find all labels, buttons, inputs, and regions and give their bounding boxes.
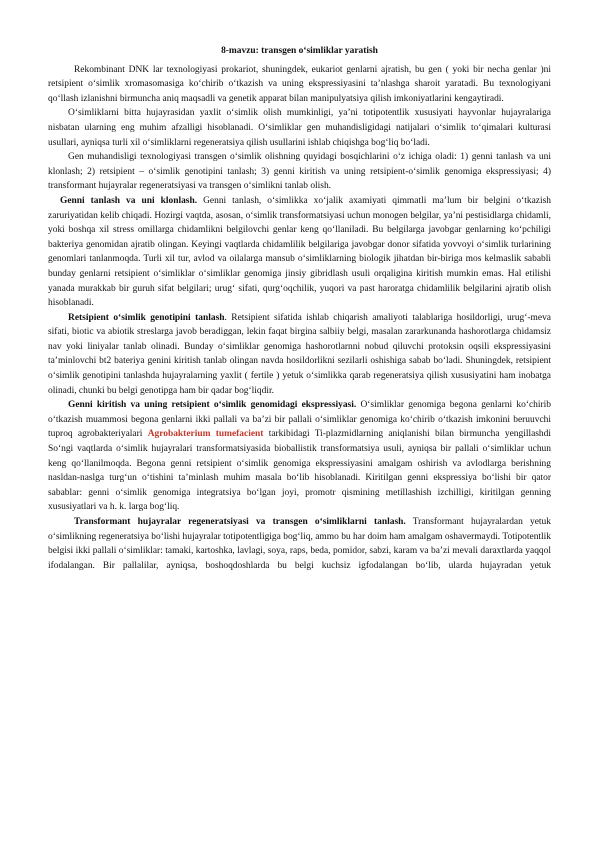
section-heading-gene-insertion: Genni kiritish va uning retsipient o‘simlik genomidagi ekspressiyasi. [68,400,357,411]
paragraph-gene-insertion [48,398,551,515]
paragraph-gene-selection [48,194,551,311]
paragraph-regeneration [48,515,551,573]
paragraph-gene-insertion-text-a: O‘simliklar genomiga begona genlarni ko‘chirib o‘tkazish muammosi begona genlarni ikki pallali va ba’zi bir pallali o‘simliklar genomiga ko‘chirib o‘tkazish imkonini beruuvchi tuproq agrobakteriyalari [48,400,551,440]
paragraph-stages: Gen muhandisligi texnologiyasi transgen o‘simlik olishning quyidagi bosqichlarini o‘z ichiga oladi: 1) genni tanlash va uni klonlash; 2) retsipient – o‘simlik genotipini tanlash; 3) genni kiritish va uning retsipient-o‘simlik genomiga ekspressiyasi; 4) transformant hujayralar regeneratsiyasi va transgen o‘simlikni tanlab olish. [48,152,551,192]
paragraph-recipient-genotype [48,311,551,399]
page-title: 8-mavzu: transgen o‘simliklar yaratish [221,46,378,56]
paragraph-recipient-genotype-text: . Retsipient sifatida ishlab chiqarish amaliyoti talablariga hosildorligi, urug‘-meva sifati, biotic va abiotik streslarga javob beradiggan, lekin faqat birgina salbiiy belgi, masalan zararkunanda hashorotlarga chidamsiz nav yoki liniyalar tanlab olinadi. Bunday o‘simliklar genomiga hashorotlarnni nobud qiluvchi protoksin oqsili ekspressiyasini ta’minlovchi bt2 bateriya genini kiritish tanlab olingan navda hosildorlikni sezilarli oshishiga sabab bo‘ladi. Shuningdek, retsipient o‘simlik genotipini tanlashda hujayralarning yaxlit ( fertile ) yetuk o‘simlikka qarab regeneratsiya qilish xususiyatini ham inobatga olinadi, chunki bu belgi genotipga ham bir qadar bog‘liqdir. [48,312,551,396]
paragraph-gene-insertion-text-b: tarkibidagi Ti-plazmidlarning aniqlanishi bilan birmuncha yengillashdi So‘ngi vaqtlarda o‘simlik hujayralari transformatsiyasida bioballistik transformatsiya usuli, ayniqsa bir pallali o‘simliklar uchun keng qo‘llanilmoqda. Begona genni retsipient o‘simlik genomiga ekspressiyasini amalgam oshirish va avlodlarga berishning nasldan-naslga turg‘un o‘tishini ta’minlash muhim masala bo‘lib hisoblanadi. Kiritilgan genni ekspressiya bo‘lishi bir qator sabablar: genni o‘simlik genomiga integratsiya bo‘lgan joyi, promotr qismining metillashish izchilligi, kiritilgan genning xususiyatlari va h. k. larga bog‘liq. [48,429,551,513]
paragraph-totipotency: O‘simliklarni bitta hujayrasidan yaxlit o‘simlik olish mumkinligi, ya’ni totipotentlik xususiyati hayvonlar hujayralariga nisbatan ularning eng muhim afzalligi hisoblanadi. O‘simliklar gen muhandisligidagi natijalari o‘simlik to‘qimalari kulturasi usullari, ayniqsa turli xil o‘simliklarni regeneratsiya qilish usullarini ishlab chiqishga bog‘liq bo‘ladi. [48,108,551,148]
section-heading-regeneration: Transformant hujayralar regeneratsiyasi va transgen o‘simliklarni tanlash. [74,517,406,527]
paragraph-regeneration-text: Transformant hujayralardan yetuk o‘simlikning regeneratsiya bo‘lishi hujayralar totipotentligiga bog‘liq, ammo bu har doim ham amalgam oshavermaydi. Totipotentlik belgisi ikki pallali o‘simliklar: tamaki, kartoshka, lavlagi, soya, raps, beda, pomidor, sabzi, karam va ba’zi mevali daraxtlarda yaqqol ifodalangan. Bir pallalilar, ayniqsa, boshoqdoshlarda bu belgi kuchsiz igfodalangan bo‘lib, ularda hujayradan yetuk [48,517,551,571]
species-name-highlight: Agrobakterium tumefacient [147,429,264,440]
section-heading-gene-selection: Genni tanlash va uni klonlash. [60,195,198,206]
paragraph-gene-selection-text: Genni tanlash, o‘simlikka xo‘jalik axamiyati qimmatli ma’lum bir belgini o‘tkazish zaruriyatidan kelib chiqadi. Hozirgi vaqtda, asosan, o‘simlik transformatsiyasi uchun monogen belgilar, ya’ni pestisidlarga chidamli, yoki boshqa xil stress omillarga chidamlikni belgilovchi genlar keng qo‘llaniladi. Bu belgilarga javobgar genlarning ko‘pchiligi bakteriya genomidan ajratib olingan. Keyingi vaqtlarda chidamlilik belgilariga javobgar donor sifatida yovvoyi o‘simlik turlarining genomlari tanlanmoqda. Turli xil tur, avlod va oilalarga mansub o‘simliklarning biologik jihatdan bir-biriga mos kelmaslik sababli bunday genlarni retsipient o‘simliklar o‘simliklar genomiga jinsiy gibridlash usuli orqaligina kiritish mumkin emas. Hal etilishi yanada murakkab bir guruh sifat belgilari; urug‘ sifati, qurg‘oqchilik, yuqori va past haroratga chidamlilik belgilarini ajratib olish hisoblanadi. [48,195,552,309]
document-page [48,44,551,573]
section-heading-recipient-genotype: Retsipient o‘simlik genotipini tanlash [68,312,225,323]
paragraph-intro: Rekombinant DNK lar texnologiyasi prokariot, shuningdek, eukariot genlarni ajratish, bu gen ( yoki bir necha genlar )ni retsipient o‘simlik xromasomasiga ko‘chirib o‘tkazish va uning ekspressiyasini ta’nlashga sharoit yaratadi. Bu texnologiyani qo‘llash izlanishni birmuncha aniq maqsadli va genetik apparat bilan manipulyatsiya qilish imkoniyatlarini kengaytiradi. [48,64,551,104]
